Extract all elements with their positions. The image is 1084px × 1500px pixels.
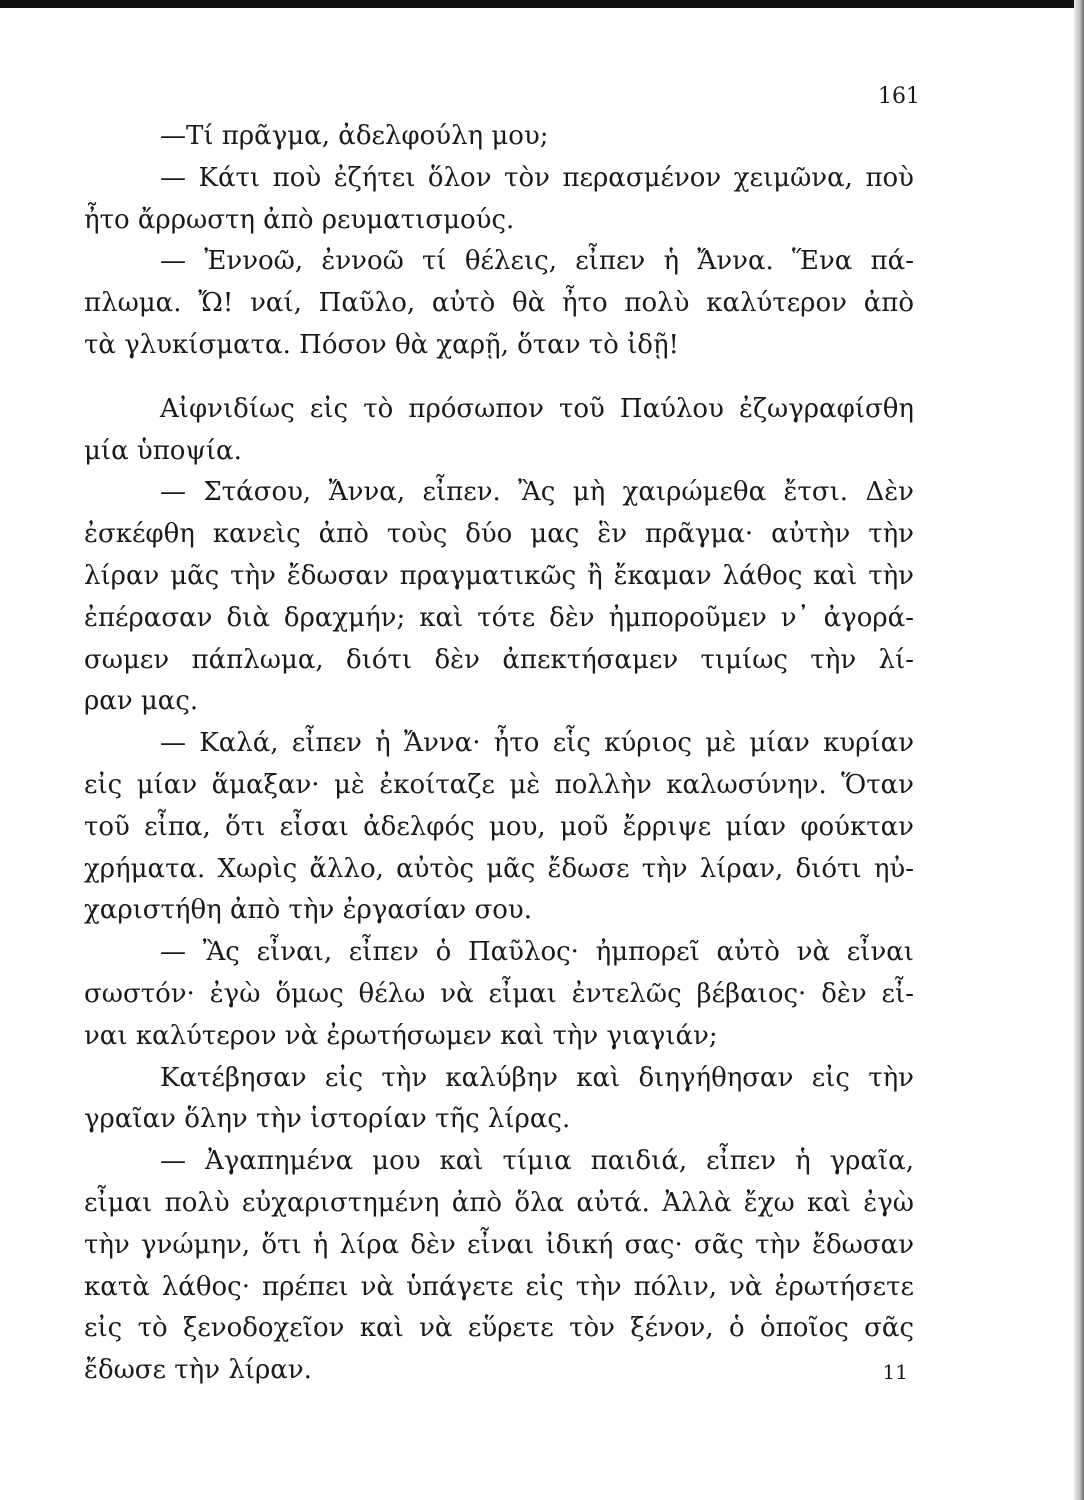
- text-line: — Ἀγαπημένα μου καὶ τίμια παιδιά, εἶπεν ἡ γραῖα,: [160, 1146, 914, 1177]
- text-line: Αἰφνιδίως εἰς τὸ πρόσωπον τοῦ Παύλου ἐζωγραφίσθη: [160, 393, 914, 424]
- text-line: — Κάτι ποὺ ἐζήτει ὅλον τὸν περασμένον χειμῶνα, ποὺ: [160, 162, 914, 193]
- paragraph: [84, 1058, 914, 1142]
- text-line: Κατέβησαν εἰς τὴν καλύβην καὶ διηγήθησαν εἰς τὴν: [160, 1062, 914, 1093]
- paragraph: [84, 723, 914, 932]
- paragraph: [84, 472, 914, 723]
- text-line: λίραν μᾶς τὴν ἔδωσαν πραγματικῶς ἢ ἔκαμαν λάθος καὶ τὴν: [84, 560, 914, 591]
- paragraph: [84, 389, 914, 473]
- text-line: τὰ γλυκίσματα. Πόσον θὰ χαρῇ, ὅταν τὸ ἰδῇ!: [84, 329, 679, 360]
- paragraph: [84, 158, 914, 242]
- paragraph: [84, 116, 914, 158]
- text-line: εἰς μίαν ἅμαξαν· μὲ ἐκοίταζε μὲ πολλὴν καλωσύνην. Ὅταν: [84, 769, 914, 800]
- text-line: — Ἐννοῶ, ἐννοῶ τί θέλεις, εἶπεν ἡ Ἄννα. Ἕνα πά-: [160, 246, 914, 277]
- page-top-edge: [0, 0, 1084, 8]
- paragraph-gap: [84, 367, 914, 389]
- body-text: [84, 116, 914, 1392]
- text-line: — Στάσου, Ἄννα, εἶπεν. Ἂς μὴ χαιρώμεθα ἔτσι. Δὲν: [160, 477, 914, 508]
- text-line: κατὰ λάθος· πρέπει νὰ ὑπάγετε εἰς τὴν πόλιν, νὰ ἐρωτήσετε: [84, 1271, 914, 1302]
- text-line: σωστόν· ἐγὼ ὅμως θέλω νὰ εἶμαι ἐντελῶς βέβαιος· δὲν εἶ-: [84, 978, 914, 1009]
- page-number: 161: [878, 84, 920, 109]
- page-right-edge-shadow: [1074, 0, 1084, 1500]
- text-line: —Τί πρᾶγμα, ἀδελφούλη μου;: [160, 121, 549, 151]
- paragraph: [84, 1141, 914, 1392]
- text-line: τοῦ εἶπα, ὅτι εἶσαι ἀδελφός μου, μοῦ ἔρριψε μίαν φούκταν: [84, 811, 914, 842]
- text-line: ραν μας.: [84, 686, 199, 717]
- text-line: — Καλά, εἶπεν ἡ Ἄννα· ἦτο εἷς κύριος μὲ μίαν κυρίαν: [160, 728, 914, 759]
- text-line: εἰς τὸ ξενοδοχεῖον καὶ νὰ εὕρετε τὸν ξένον, ὁ ὁποῖος σᾶς: [84, 1313, 914, 1344]
- text-line: χρήματα. Χωρὶς ἄλλο, αὐτὸς μᾶς ἔδωσε τὴν λίραν, διότι ηὐ-: [84, 853, 914, 884]
- text-line: μία ὑποψία.: [84, 435, 242, 466]
- paragraph: [84, 241, 914, 366]
- text-line: γραῖαν ὅλην τὴν ἱστορίαν τῆς λίρας.: [84, 1104, 571, 1135]
- text-line: χαριστήθη ἀπὸ τὴν ἐργασίαν σου.: [84, 895, 532, 926]
- text-line: σωμεν πάπλωμα, διότι δὲν ἀπεκτήσαμεν τιμίως τὴν λί-: [84, 644, 914, 675]
- text-line: τὴν γνώμην, ὅτι ἡ λίρα δὲν εἶναι ἰδική σας· σᾶς τὴν ἔδωσαν: [84, 1229, 914, 1260]
- text-line: ἐπέρασαν διὰ δραχμήν; καὶ τότε δὲν ἠμποροῦμεν ν᾿ ἀγορά-: [84, 602, 914, 633]
- text-line: πλωμα. Ὤ! ναί, Παῦλο, αὐτὸ θὰ ἦτο πολὺ καλύτερον ἀπὸ: [84, 288, 914, 319]
- text-line: — Ἂς εἶναι, εἶπεν ὁ Παῦλος· ἠμπορεῖ αὐτὸ νὰ εἶναι: [160, 937, 914, 968]
- paragraph: [84, 932, 914, 1057]
- text-line: ἐσκέφθη κανεὶς ἀπὸ τοὺς δύο μας ἓν πρᾶγμα· αὐτὴν τὴν: [84, 519, 914, 550]
- signature-mark: 11: [882, 1360, 908, 1384]
- text-line: ναι καλύτερον νὰ ἐρωτήσωμεν καὶ τὴν γιαγιάν;: [84, 1020, 718, 1051]
- text-line: ἔδωσε τὴν λίραν.: [84, 1355, 312, 1386]
- text-line: ἦτο ἄρρωστη ἀπὸ ρευματισμούς.: [84, 204, 515, 235]
- text-line: εἶμαι πολὺ εὐχαριστημένη ἀπὸ ὅλα αὐτά. Ἀλλὰ ἔχω καὶ ἐγὼ: [84, 1187, 914, 1218]
